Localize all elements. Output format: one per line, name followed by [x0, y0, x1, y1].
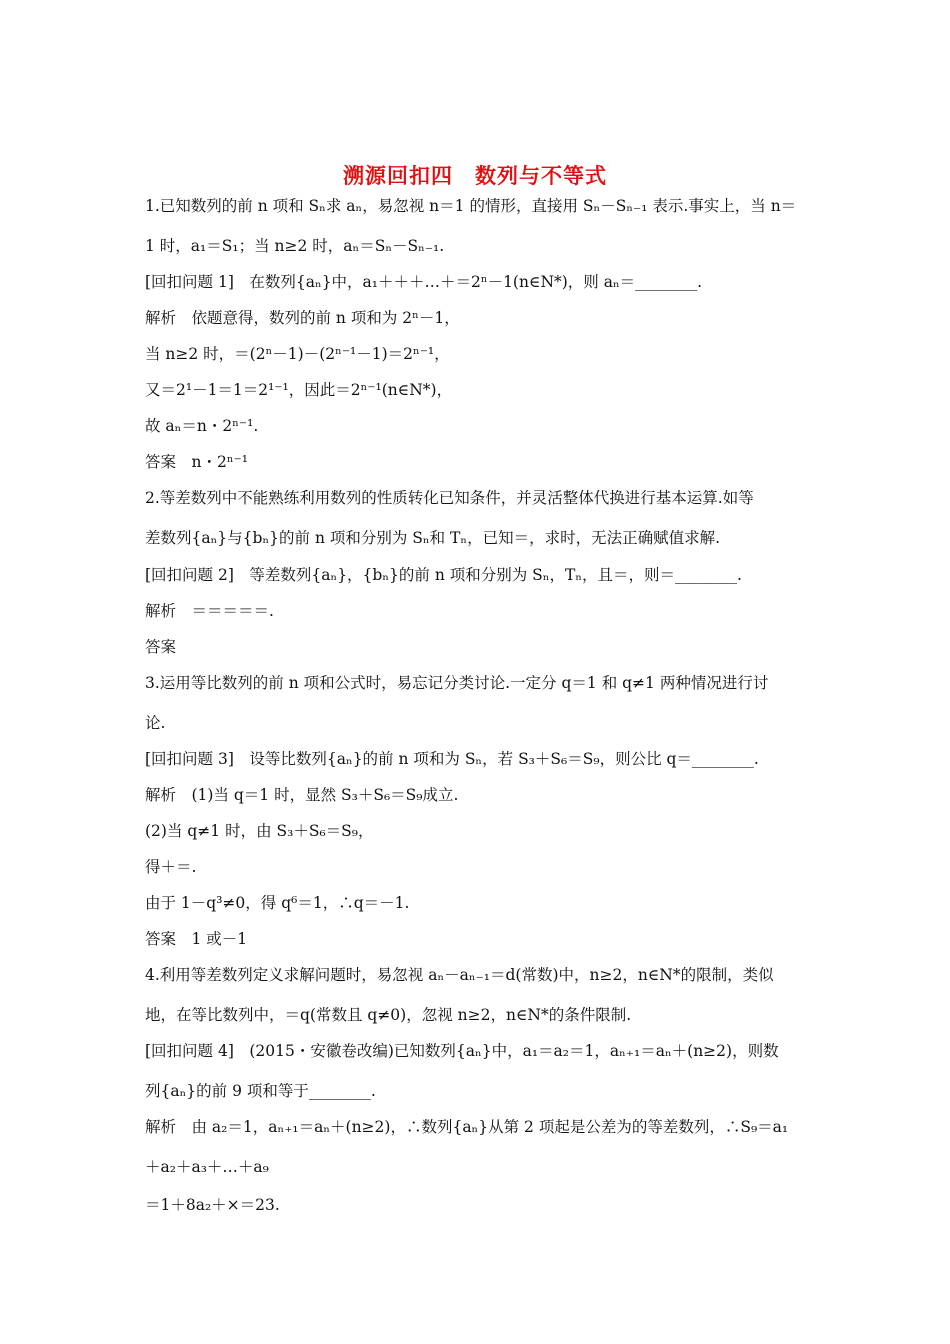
text-line: 地，在等比数列中，＝q(常数且 q≠0)，忽视 n≥2，n∈N*的条件限制.: [145, 1006, 632, 1024]
text-line: ＝1＋8a₂＋×＝23.: [145, 1196, 280, 1214]
text-line: 解析 由 a₂＝1，aₙ₊₁＝aₙ＋(n≥2)，∴数列{aₙ}从第 2 项起是公差为的等差数列，∴S₉＝a₁: [145, 1118, 789, 1136]
text-line: 3.运用等比数列的前 n 项和公式时，易忘记分类讨论.一定分 q＝1 和 q≠1 两种情况进行讨: [145, 674, 769, 692]
text-line: 由于 1－q³≠0，得 q⁶＝1，∴q＝－1.: [145, 894, 410, 912]
text-line: 2.等差数列中不能熟练利用数列的性质转化已知条件，并灵活整体代换进行基本运算.如等: [145, 489, 754, 507]
text-line: 答案 1 或－1: [145, 930, 248, 948]
text-line: (2)当 q≠1 时，由 S₃＋S₆＝S₉，: [145, 822, 374, 840]
text-line: 解析 (1)当 q＝1 时，显然 S₃＋S₆＝S₉成立.: [145, 786, 459, 804]
text-line: 4.利用等差数列定义求解问题时，易忽视 aₙ－aₙ₋₁＝d(常数)中，n≥2，n∈N*的限制，类似: [145, 966, 774, 984]
text-line: 答案 n・2ⁿ⁻¹: [145, 453, 248, 471]
text-line: 论.: [145, 714, 166, 732]
text-line: 1 时，a₁＝S₁；当 n≥2 时，aₙ＝Sₙ－Sₙ₋₁.: [145, 237, 445, 255]
text-line: 解析 ＝＝＝＝＝.: [145, 602, 274, 620]
text-line: [回扣问题 4] (2015・安徽卷改编)已知数列{aₙ}中，a₁＝a₂＝1，aₙ₊₁＝aₙ＋(n≥2)，则数: [145, 1042, 779, 1060]
text-line: 差数列{aₙ}与{bₙ}的前 n 项和分别为 Sₙ和 Tₙ，已知＝，求时，无法正确赋值求解.: [145, 529, 721, 547]
page-title: 溯源回扣四 数列与不等式: [343, 164, 607, 188]
text-line: 列{aₙ}的前 9 项和等于________.: [145, 1082, 376, 1100]
text-line: 1.已知数列的前 n 项和 Sₙ求 aₙ，易忽视 n＝1 的情形，直接用 Sₙ－Sₙ₋₁ 表示.事实上，当 n＝: [145, 197, 797, 215]
text-line: ＋a₂＋a₃＋…＋a₉: [145, 1158, 269, 1176]
text-line: [回扣问题 1] 在数列{aₙ}中，a₁＋＋＋…＋＝2ⁿ－1(n∈N*)，则 aₙ＝________.: [145, 273, 703, 291]
text-line: 答案: [145, 638, 177, 656]
text-line: 当 n≥2 时，＝(2ⁿ－1)－(2ⁿ⁻¹－1)＝2ⁿ⁻¹，: [145, 345, 450, 363]
text-line: 故 aₙ＝n・2ⁿ⁻¹.: [145, 417, 259, 435]
text-line: [回扣问题 2] 等差数列{aₙ}，{bₙ}的前 n 项和分别为 Sₙ，Tₙ，且＝，则＝________.: [145, 566, 742, 584]
text-line: 又＝2¹－1＝1＝2¹⁻¹，因此＝2ⁿ⁻¹(n∈N*)，: [145, 381, 453, 399]
text-line: 得＋＝.: [145, 858, 197, 876]
text-line: 解析 依题意得，数列的前 n 项和为 2ⁿ－1，: [145, 309, 460, 327]
text-line: [回扣问题 3] 设等比数列{aₙ}的前 n 项和为 Sₙ，若 S₃＋S₆＝S₉，则公比 q＝________.: [145, 750, 759, 768]
